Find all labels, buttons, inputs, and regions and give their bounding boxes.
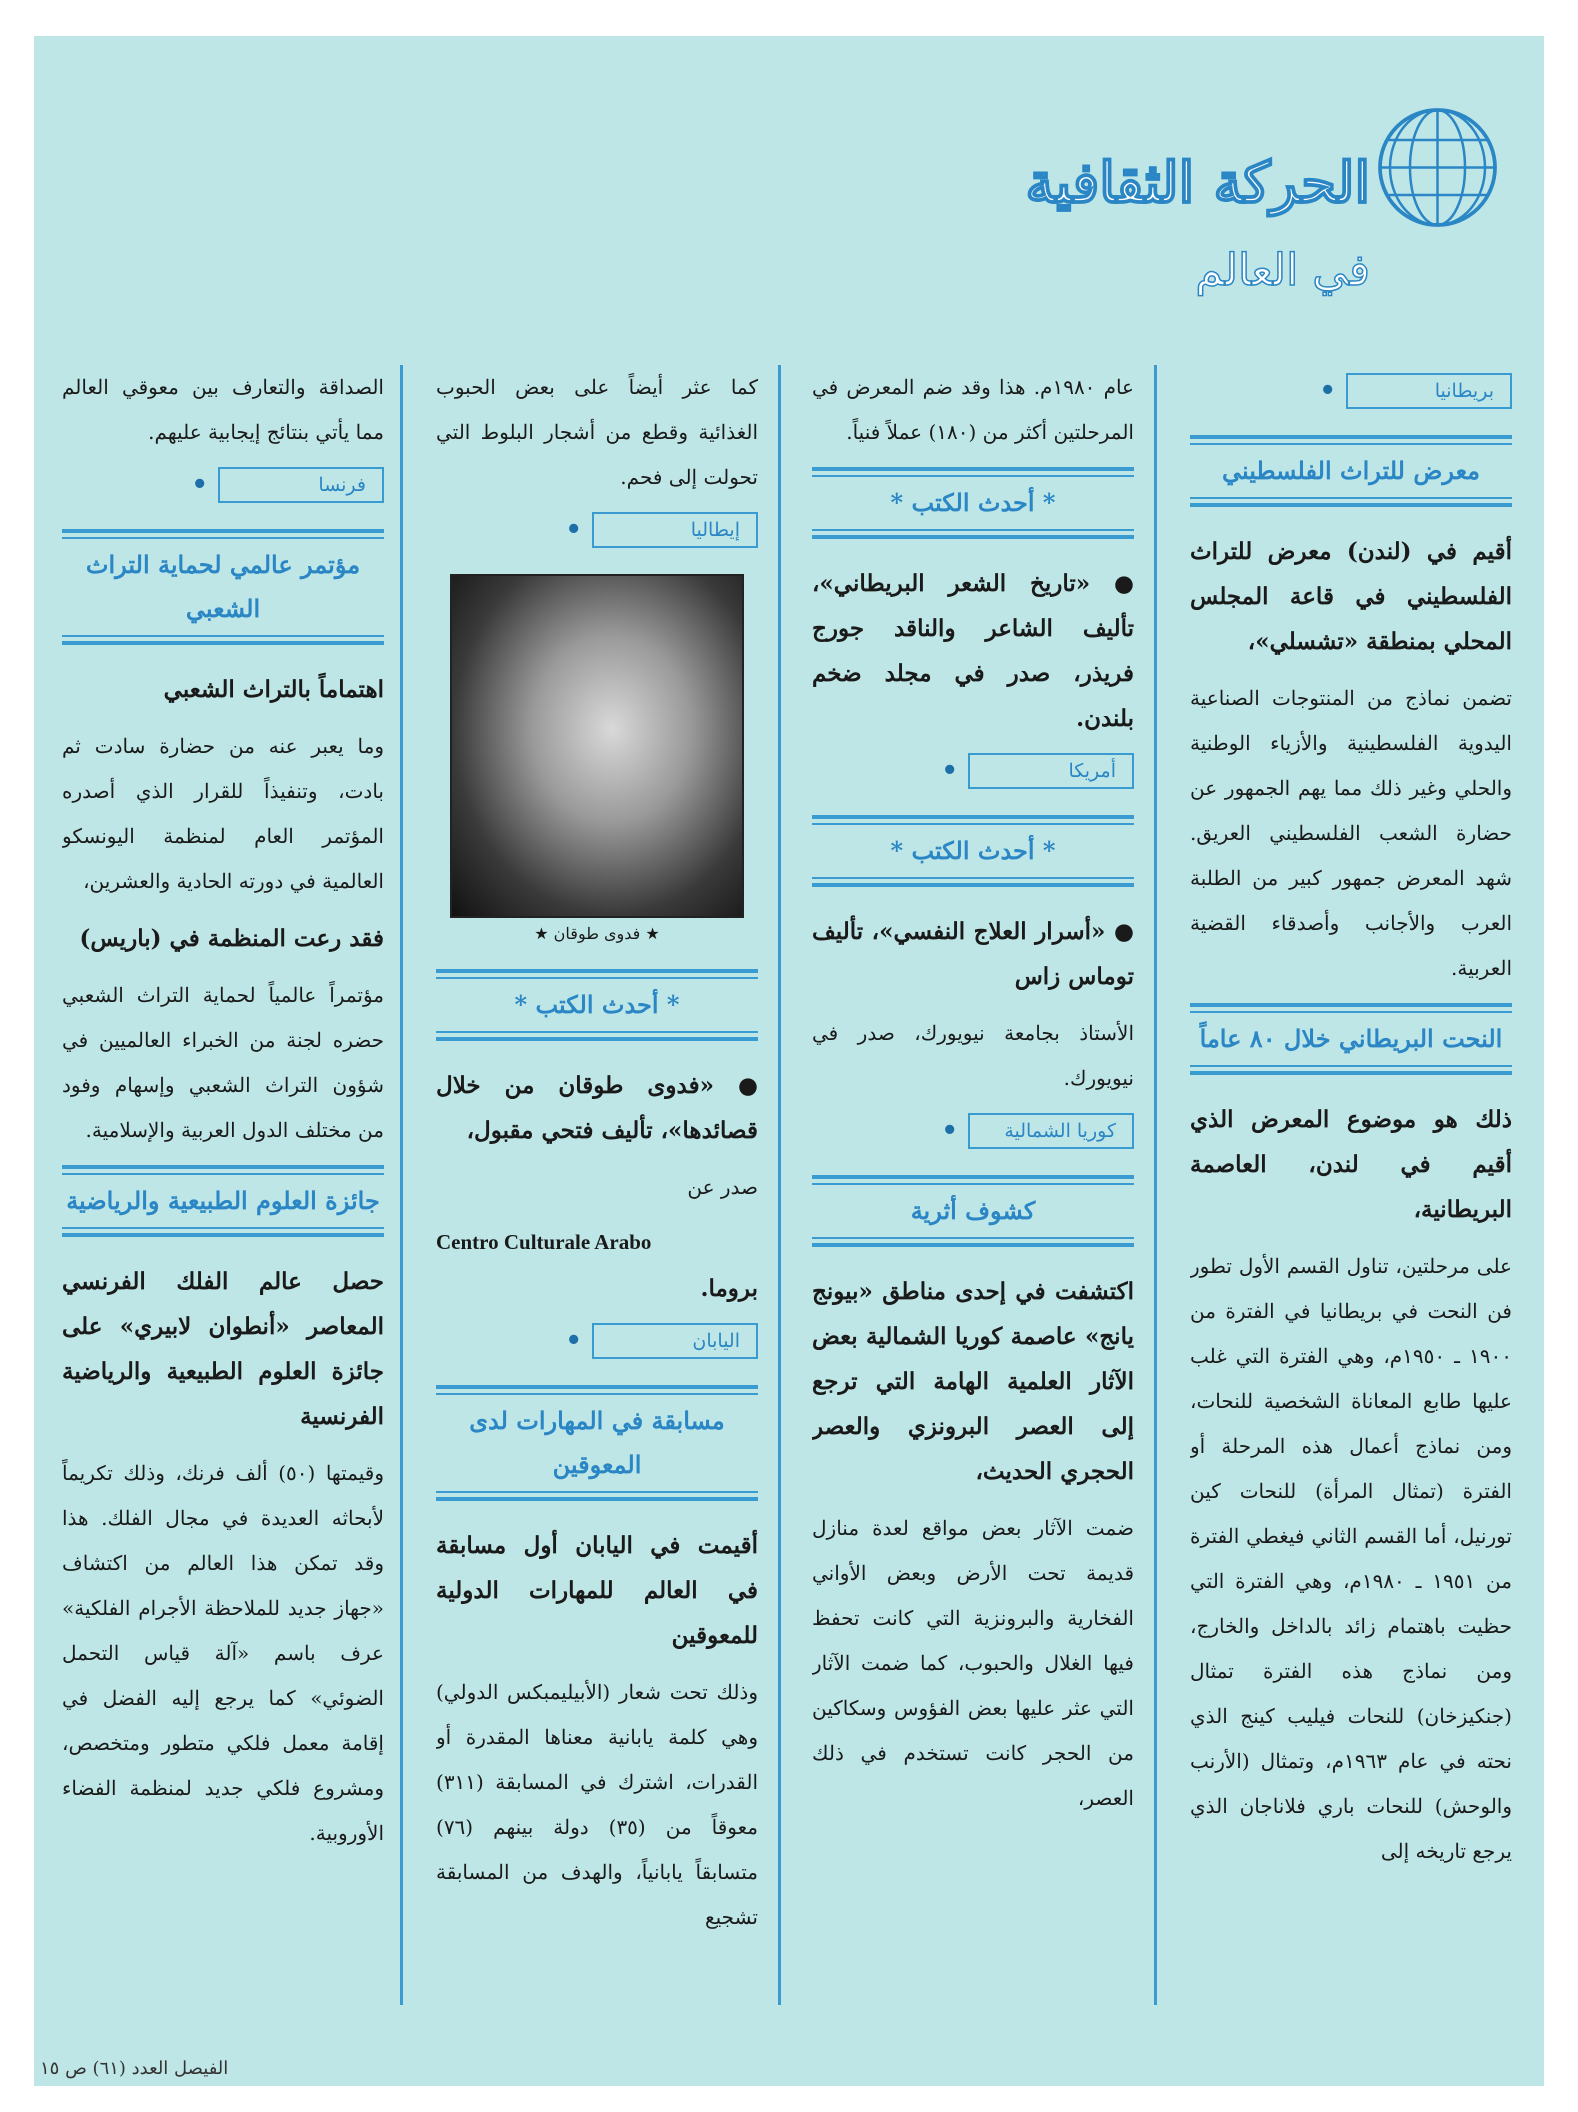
article-heading: * أحدث الكتب * <box>436 969 758 1041</box>
article-lead: ذلك هو موضوع المعرض الذي أقيم في لندن، العاصمة البريطانية، <box>1190 1106 1512 1223</box>
country-label: فرنسا • <box>62 467 384 503</box>
page-footer: الفيصل العدد (٦١) ص ١٥ <box>40 2058 229 2079</box>
article-lead: حصل عالم الفلك الفرنسي المعاصر «أنطوان لابيري» على جائزة العلوم الطبيعية والرياضية الفرنسية <box>62 1268 384 1430</box>
article-heading: * أحدث الكتب * <box>812 815 1134 887</box>
article-lead: أقيمت في اليابان أول مسابقة في العالم للمهارات الدولية للمعوقين <box>436 1532 758 1649</box>
globe-icon <box>1375 105 1500 230</box>
article-body: الصداقة والتعارف بين معوقي العالم مما يأتي بنتائج إيجابية عليهم. <box>62 375 384 444</box>
article-body: كما عثر أيضاً على بعض الحبوب الغذائية وقطع من أشجار البلوط التي تحولت إلى فحم. <box>436 375 758 489</box>
article-body: على مرحلتين، تناول القسم الأول تطور فن النحت في بريطانيا في الفترة من ١٩٠٠ ـ ١٩٥٠م، وهي الفترة التي غلب عليها طابع المعاناة الشخصية للنحات، ومن نماذج أعمال هذه المرحلة أو الفترة (تمثال المرأة) للنحات كين تورنيل، أما القسم الثاني فيغطي الفترة من ١٩٥١ ـ ١٩٨٠م، وهي الفترة التي حظيت باهتمام زائد بالداخل والخارج، ومن نماذج هذه الفترة تمثال (جنكيزخان) للنحات فيليب كينج الذي نحته في عام ١٩٦٣م، وتمثال (الأرنب والوحش) للنحات باري فلاناجان الذي يرجع تاريخه إلى <box>1190 1254 1512 1863</box>
article-lead: ● «أسرار العلاج النفسي»، تأليف توماس زاس <box>812 918 1134 990</box>
column-1 <box>1190 365 1512 2035</box>
column-2 <box>812 365 1134 2035</box>
article-body: وقيمتها (٥٠) ألف فرنك، وذلك تكريماً لأبحاثه العديدة في مجال الفلك. هذا وقد تمكن هذا العالم من اكتشاف «جهاز جديد للملاحظة الأجرام الفلكية» عرف باسم «آلة قياس التحمل الضوئي» كما يرجع إليه الفضل في إقامة معمل فلكي متطور ومتخصص، ومشروع فلكي جديد لمنظمة الفضاء الأوروبية. <box>62 1461 384 1845</box>
article-heading: * أحدث الكتب * <box>812 467 1134 539</box>
column-divider <box>1154 365 1157 2005</box>
masthead-title: الحركة الثقافية <box>1025 150 1370 216</box>
article-body: عام ١٩٨٠م. هذا وقد ضم المعرض في المرحلتين أكثر من (١٨٠) عملاً فنياً. <box>812 375 1134 444</box>
article-body: ضمت الآثار بعض مواقع لعدة منازل قديمة تحت الأرض وبعض الأواني الفخارية والبرونزية التي كانت تحفظ فيها الغلال والحبوب، كما ضمت الآثار التي عثر عليها بعض الفؤوس وسكاكين من الحجر كانت تستخدم في ذلك العصر، <box>812 1516 1134 1810</box>
article-lead: ● «تاريخ الشعر البريطاني»، تأليف الشاعر والناقد جورج فريذر، صدر في مجلد ضخم بلندن. <box>812 570 1134 732</box>
article-body: مؤتمراً عالمياً لحماية التراث الشعبي حضره لجنة من الخبراء العالميين في شؤون التراث الشعبي وإسهام وفود من مختلف الدول العربية والإسلامية. <box>62 983 384 1142</box>
column-divider <box>778 365 781 2005</box>
country-label: إيطاليا • <box>436 512 758 548</box>
article-lead: أقيم في (لندن) معرض للتراث الفلسطيني في قاعة المجلس المحلي بمنطقة «تشسلي»، <box>1190 538 1512 655</box>
article-heading: مسابقة في المهارات لدى المعوقين <box>436 1385 758 1501</box>
article-body: وما يعبر عنه من حضارة سادت ثم بادت، وتنفيذاً للقرار الذي أصدره المؤتمر العام لمنظمة اليونسكو العالمية في دورته الحادية والعشرين، <box>62 734 384 893</box>
latin-text: Centro Culturale Arabo <box>436 1230 652 1254</box>
column-divider <box>400 365 403 2005</box>
portrait-photo <box>450 574 744 918</box>
country-label: بريطانيا • <box>1190 373 1512 409</box>
article-heading: معرض للتراث الفلسطيني <box>1190 435 1512 507</box>
column-3 <box>436 365 758 2035</box>
article-heading: النحت البريطاني خلال ٨٠ عاماً <box>1190 1003 1512 1075</box>
article-body: وذلك تحت شعار (الأبيليمبكس الدولي) وهي كلمة يابانية معناها المقدرة أو القدرات، اشترك في المسابقة (٣١١) معوقاً من (٣٥) دولة بينهم (٧٦) متسابقاً يابانياً، والهدف من المسابقة تشجيع <box>436 1680 758 1929</box>
country-label: أمريكا • <box>812 753 1134 789</box>
masthead-subtitle: في العالم <box>1195 245 1370 296</box>
article-lead: فقد رعت المنظمة في (باريس) <box>79 925 384 952</box>
article-subheading: اهتماماً بالتراث الشعبي <box>163 676 384 703</box>
article-body: صدر عن <box>687 1175 758 1199</box>
article-heading: كشوف أثرية <box>812 1175 1134 1247</box>
article-body: تضمن نماذج من المنتوجات الصناعية اليدوية الفلسطينية والأزياء الوطنية والحلي وغير ذلك مما يهم الجمهور عن حضارة الشعب الفلسطيني العريق. شهد المعرض جمهور كبير من الطلبة العرب والأجانب وأصدقاء القضية العربية. <box>1190 686 1512 980</box>
country-label: كوريا الشمالية • <box>812 1113 1134 1149</box>
column-4 <box>62 365 384 2035</box>
article-heading: مؤتمر عالمي لحماية التراث الشعبي <box>62 529 384 645</box>
article-body: بروما. <box>700 1275 758 1302</box>
article-heading: جائزة العلوم الطبيعية والرياضية <box>62 1165 384 1237</box>
article-lead: اكتشفت في إحدى مناطق «بيونج يانج» عاصمة كوريا الشمالية بعض الآثار العلمية الهامة التي ترجع إلى العصر البرونزي والعصر الحجري الحديث، <box>812 1278 1134 1485</box>
article-body: الأستاذ بجامعة نيويورك، صدر في نيويورك. <box>812 1021 1134 1090</box>
article-lead: ● «فدوى طوقان من خلال قصائدها»، تأليف فتحي مقبول، <box>436 1072 758 1144</box>
photo-caption: ★ فدوى طوقان ★ <box>534 924 660 943</box>
country-label: اليابان • <box>436 1323 758 1359</box>
masthead <box>1000 105 1500 305</box>
